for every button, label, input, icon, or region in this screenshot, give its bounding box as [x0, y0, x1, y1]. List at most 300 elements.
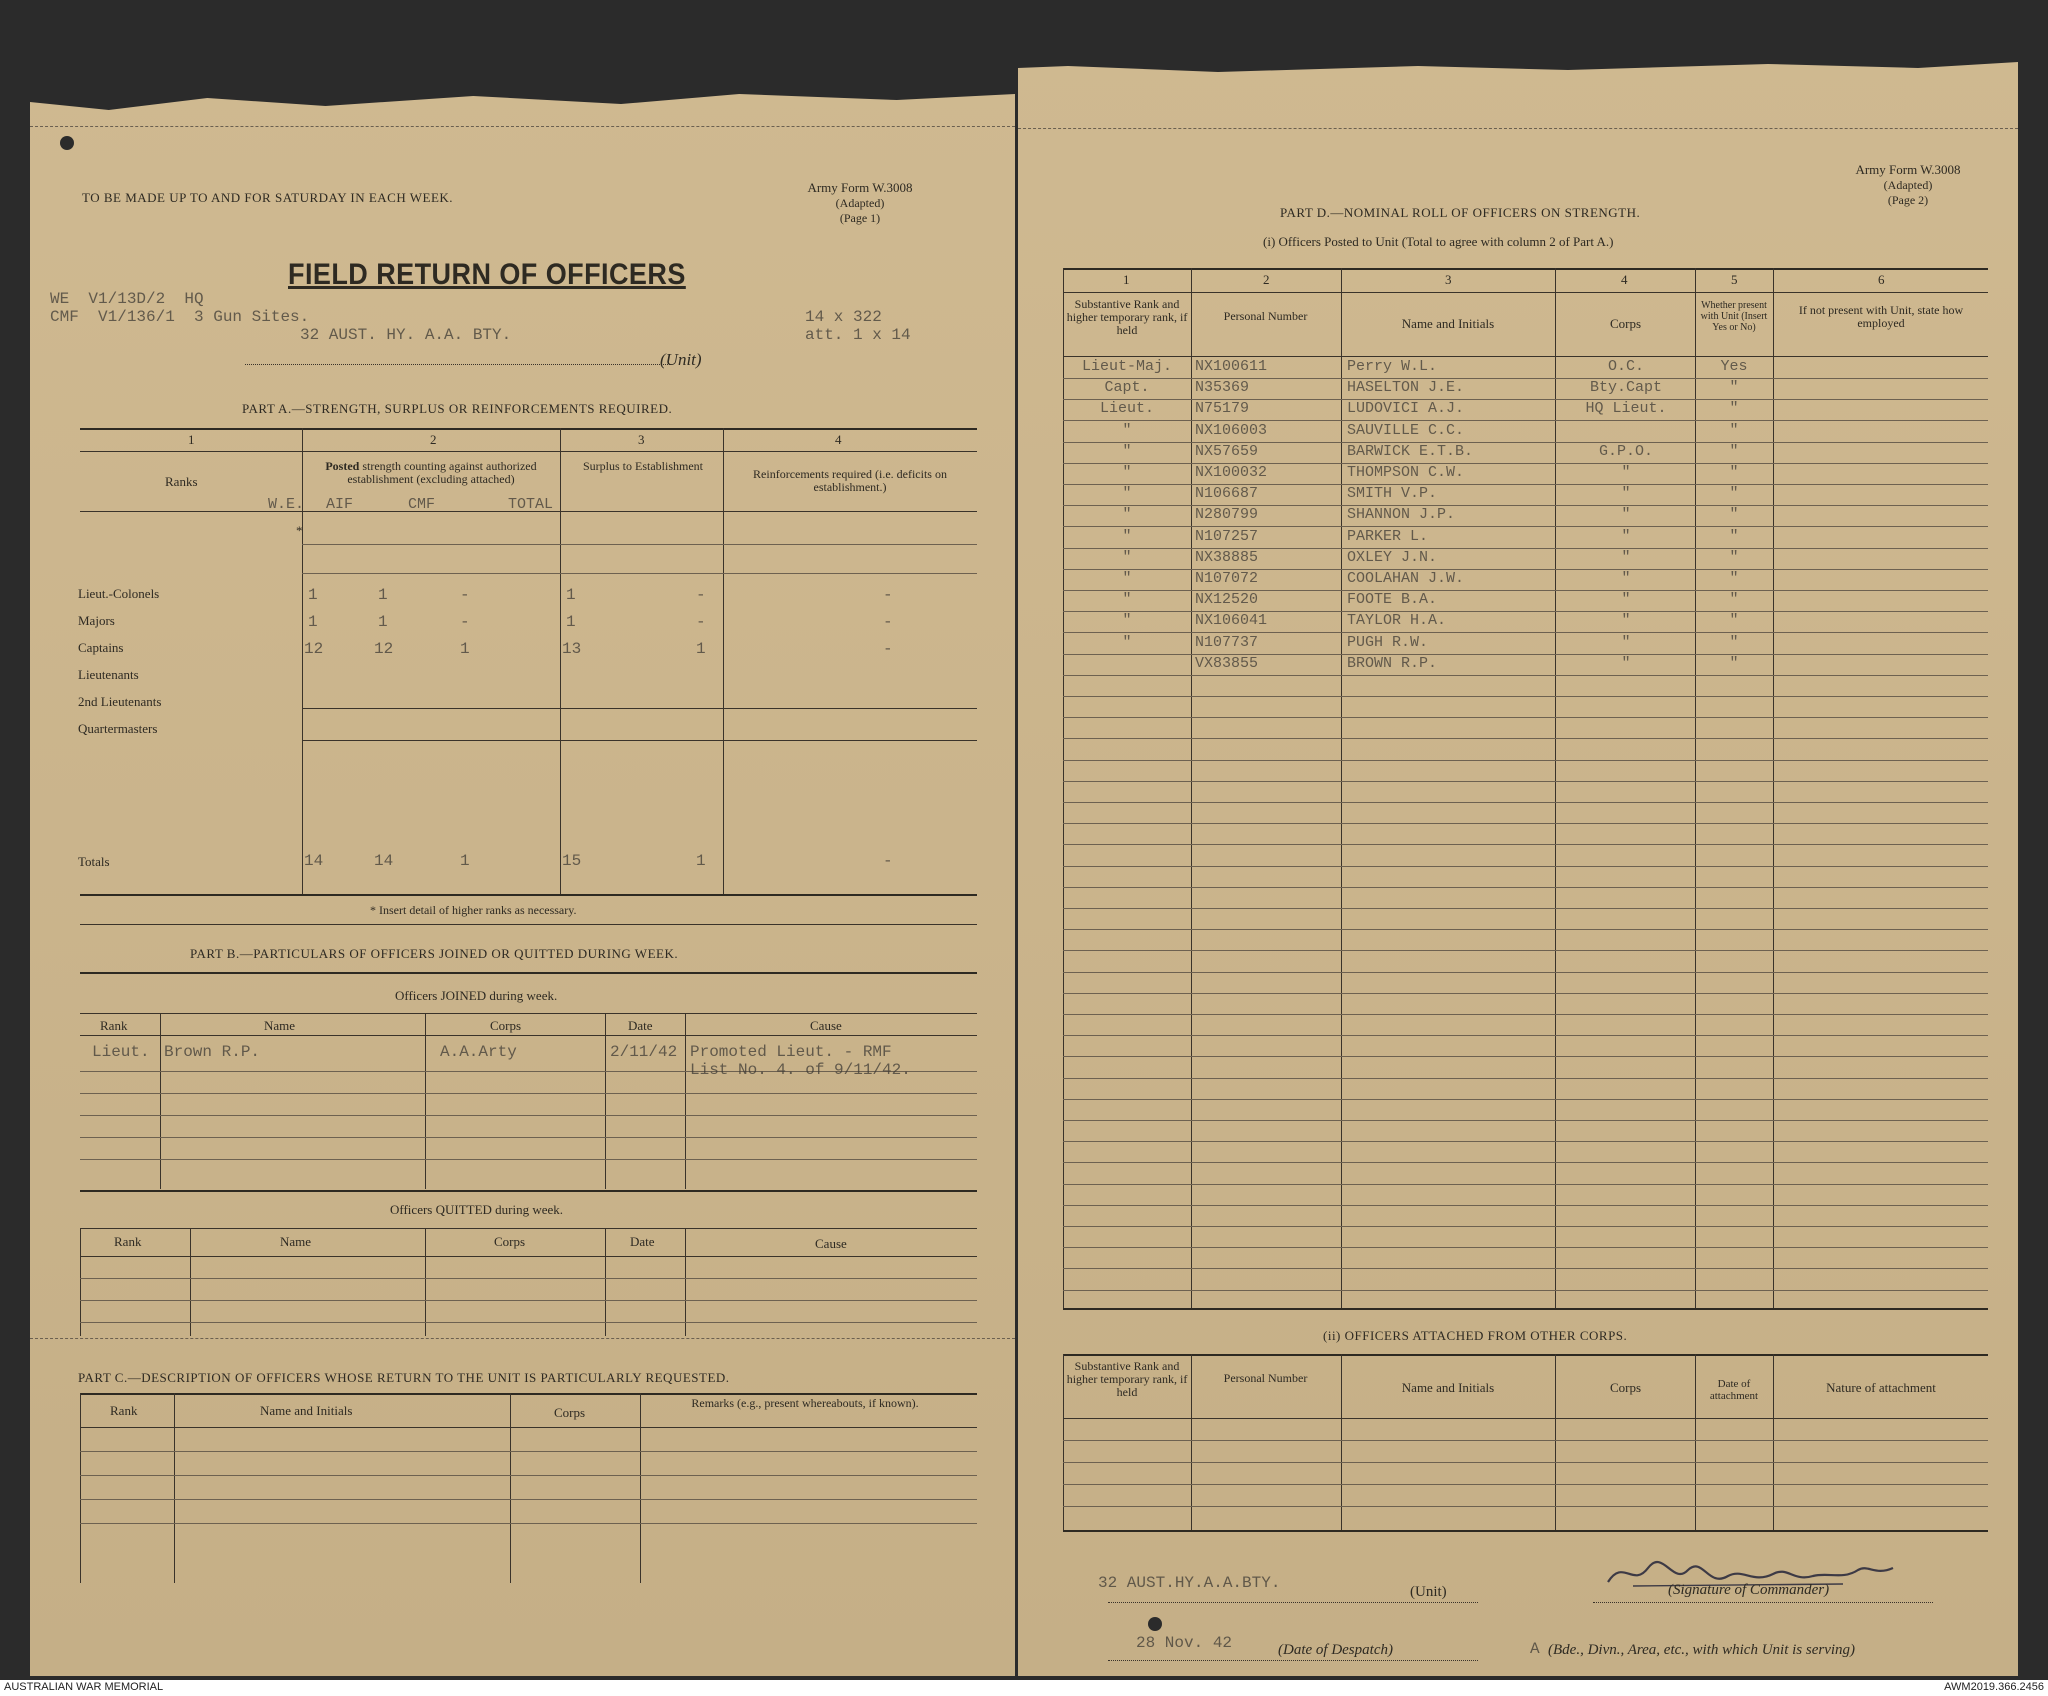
typed-area-prefix: A [1530, 1640, 1540, 1658]
joined-table [80, 1013, 977, 1189]
rule [1063, 887, 1988, 888]
rule [80, 1159, 977, 1160]
rule [1063, 972, 1988, 973]
joined-heading: Officers JOINED during week. [395, 988, 558, 1003]
col-posted [306, 460, 556, 486]
rank-row [78, 663, 977, 690]
rule [1063, 866, 1988, 867]
officer-rank: " [1122, 464, 1132, 481]
col-divider [1555, 1354, 1556, 1530]
col-cause: Cause [815, 1236, 847, 1251]
total-value: 13 [562, 640, 582, 658]
unit-dotted-line [245, 364, 670, 365]
totals-label: Totals [78, 854, 110, 869]
rule [1063, 929, 1988, 930]
col-personal-number: Personal Number [1223, 1371, 1308, 1385]
officer-corps: " [1621, 654, 1631, 672]
officer-name: PUGH R.W. [1347, 633, 1429, 651]
officer-name: TAYLOR H.A. [1347, 612, 1447, 630]
col-divider [1341, 1354, 1342, 1530]
col-divider [1191, 1354, 1192, 1530]
attached-table [1063, 1354, 1988, 1530]
archive-footer [0, 1680, 2048, 1696]
officer-num: N106687 [1195, 485, 1259, 503]
form-number: Army Form W.3008 [807, 180, 913, 195]
officer-present: " [1729, 591, 1739, 609]
col-divider [510, 1393, 511, 1583]
col-divider [425, 1013, 426, 1189]
rule [80, 428, 977, 430]
col-attachment-date: Date of attachment [1709, 1378, 1759, 1402]
col-number-3: 3 [1445, 272, 1452, 287]
col-number-5: 5 [1731, 272, 1738, 287]
part-c-heading: PART C.—DESCRIPTION OF OFFICERS WHOSE RETURN TO THE UNIT IS PARTICULARLY REQUESTED. [78, 1370, 730, 1385]
officer-rank: " [1122, 421, 1132, 439]
officer-present: Yes [1720, 358, 1748, 375]
rule [1063, 1099, 1988, 1100]
rank-row [78, 690, 977, 717]
col-divider [605, 1013, 606, 1189]
col-divider [190, 1228, 191, 1336]
rule [1063, 950, 1988, 951]
col-present: Whether present with Unit (Insert Yes or No) [1700, 300, 1768, 333]
rule [80, 972, 977, 974]
quitted-table [80, 1228, 977, 1336]
col-corps: Corps [1609, 316, 1642, 331]
officer-rank: " [1122, 527, 1132, 545]
typed-unit-line-1: WE V1/13D/2 HQ [50, 290, 204, 308]
col-number-6: 6 [1878, 272, 1885, 287]
col-number-3: 3 [638, 432, 645, 447]
col-rank: Rank [110, 1403, 138, 1418]
typed-unit-line-3: 32 AUST. HY. A.A. BTY. [300, 326, 512, 344]
officer-num: N75179 [1195, 400, 1250, 418]
officer-num: NX38885 [1195, 548, 1259, 566]
rule [80, 1190, 977, 1192]
rule [80, 1115, 977, 1116]
col-number-1: 1 [1123, 272, 1130, 287]
officer-rank: " [1122, 548, 1132, 566]
col-number-4: 4 [1621, 272, 1628, 287]
rule [80, 1256, 977, 1257]
page-title: FIELD RETURN OF OFFICERS [288, 258, 686, 291]
totals-we: 14 [304, 852, 324, 870]
typed-unit-line-2: CMF V1/136/1 3 Gun Sites. [50, 308, 310, 326]
officer-rank: " [1122, 633, 1132, 651]
rule [1063, 1035, 1988, 1036]
totals-surplus: 1 [696, 852, 706, 870]
col-corps: Corps [1609, 1380, 1642, 1395]
total-value: 1 [566, 613, 576, 631]
reinf-value: - [883, 640, 893, 658]
archive-reference: AWM2019.366.2456 [1944, 1681, 2044, 1693]
col-date: Date [628, 1018, 653, 1033]
rule [1063, 717, 1988, 718]
officer-present: " [1729, 527, 1739, 545]
officer-corps: " [1621, 612, 1631, 630]
rule [1063, 1162, 1988, 1163]
col-divider [1555, 268, 1556, 1308]
rule [1063, 823, 1988, 824]
form-adapted: (Adapted) [1883, 178, 1933, 192]
reinf-value: - [883, 586, 893, 604]
rule [1063, 993, 1988, 994]
rule [1063, 1290, 1988, 1291]
surplus-value: - [696, 613, 706, 631]
joined-name: Brown R.P. [164, 1043, 261, 1061]
rule [1063, 1120, 1988, 1121]
unit-dotted-line [1108, 1602, 1478, 1603]
officer-corps: " [1621, 506, 1631, 524]
torn-edge [1018, 60, 2018, 94]
rule [302, 708, 977, 709]
officer-num: VX83855 [1195, 654, 1259, 672]
officer-rank: " [1122, 506, 1132, 524]
rule [1063, 696, 1988, 697]
surplus-value: 1 [696, 640, 706, 658]
joined-cause-line-2: List No. 4. of 9/11/42. [690, 1061, 911, 1079]
officer-name: BARWICK E.T.B. [1347, 442, 1474, 460]
right-page [1018, 60, 2018, 1676]
col-personal-number: Personal Number [1223, 309, 1308, 323]
date-dotted-line [1108, 1660, 1478, 1661]
officer-rank: " [1122, 591, 1132, 609]
officer-name: OXLEY J.N. [1347, 548, 1438, 566]
officer-name: SAUVILLE C.C. [1347, 421, 1465, 439]
rule [1063, 1226, 1988, 1227]
part-b-heading: PART B.—PARTICULARS OF OFFICERS JOINED OR QUITTED DURING WEEK. [190, 946, 679, 961]
col-name-initials: Name and Initials [1401, 1380, 1495, 1395]
col-divider [80, 1228, 81, 1336]
rule [80, 1523, 977, 1524]
rule [1063, 1484, 1988, 1485]
form-page: (Page 1) [839, 211, 881, 225]
officer-corps: G.P.O. [1598, 442, 1653, 460]
col-name-initials: Name and Initials [1401, 316, 1495, 331]
officer-corps: Bty.Capt [1589, 379, 1662, 397]
sub-head-cmf: CMF [408, 496, 436, 513]
officer-corps: " [1621, 570, 1631, 587]
rule [80, 1499, 977, 1500]
rule [302, 573, 977, 574]
rule [1063, 1354, 1988, 1356]
officer-num: NX100611 [1195, 358, 1268, 375]
rule [302, 740, 977, 741]
col-posted-bold: Posted [325, 459, 360, 473]
typed-strength-2: att. 1 x 14 [805, 326, 911, 344]
col-divider [605, 1228, 606, 1336]
officer-num: NX100032 [1195, 464, 1268, 481]
rule [80, 451, 977, 452]
col-rank: Rank [114, 1234, 142, 1249]
rule [1063, 802, 1988, 803]
rule [1063, 1205, 1988, 1206]
rule [80, 1475, 977, 1476]
officer-corps: " [1621, 485, 1631, 503]
aif-value: 1 [378, 586, 388, 604]
totals-row [78, 846, 977, 876]
unit-label: (Unit) [1410, 1584, 1447, 1600]
officer-present: " [1729, 400, 1739, 418]
col-divider [1063, 1354, 1064, 1530]
form-id [760, 180, 960, 226]
sub-head-we: W.E. [268, 496, 305, 513]
officer-name: Perry W.L. [1347, 358, 1438, 375]
col-rank: Substantive Rank and higher temporary rank, if held [1066, 1359, 1188, 1399]
totals-aif: 14 [374, 852, 394, 870]
officer-num: N35369 [1195, 379, 1250, 397]
rule [1063, 1418, 1988, 1419]
fold-line [1018, 128, 2018, 129]
col-corps: Corps [494, 1234, 526, 1249]
joined-rank: Lieut. [92, 1043, 150, 1061]
rule [1063, 781, 1988, 782]
part-d-ii-heading: (ii) OFFICERS ATTACHED FROM OTHER CORPS. [1323, 1328, 1628, 1343]
rule [1063, 1141, 1988, 1142]
rank-label: Majors [78, 613, 115, 628]
col-divider [425, 1228, 426, 1336]
col-divider [1341, 268, 1342, 1308]
rank-label: Lieutenants [78, 667, 139, 682]
officer-corps: HQ Lieut. [1585, 400, 1667, 418]
signature-dotted-line [1593, 1602, 1933, 1603]
date-label: (Date of Despatch) [1278, 1642, 1393, 1658]
we-value: 12 [304, 640, 324, 658]
area-label: (Bde., Divn., Area, etc., with which Unit is serving) [1548, 1642, 1856, 1658]
officer-present: " [1729, 442, 1739, 460]
rank-row [78, 636, 977, 663]
officer-rank: " [1122, 570, 1132, 587]
aif-value: 1 [378, 613, 388, 631]
totals-cmf: 1 [460, 852, 470, 870]
total-value: 1 [566, 586, 576, 604]
col-cause: Cause [810, 1018, 842, 1033]
rule [302, 544, 977, 545]
col-divider [1773, 1354, 1774, 1530]
totals-reinf: - [883, 852, 893, 870]
rule [1063, 760, 1988, 761]
col-name: Name [280, 1234, 312, 1249]
col-rank: Rank [100, 1018, 128, 1033]
officer-present: " [1729, 506, 1739, 524]
rule [1063, 1308, 1988, 1310]
officer-name: COOLAHAN J.W. [1347, 570, 1465, 587]
col-divider [1773, 268, 1774, 1308]
joined-corps: A.A.Arty [440, 1043, 517, 1061]
signature-label: (Signature of Commander) [1668, 1582, 1830, 1598]
rule [80, 894, 977, 896]
officers-roll-table [1063, 268, 1988, 1308]
col-reinforcements: Reinforcements required (i.e. deficits on establishment.) [753, 467, 947, 494]
part-a-heading: PART A.—STRENGTH, SURPLUS OR REINFORCEMENTS REQUIRED. [242, 401, 673, 416]
col-divider [640, 1393, 641, 1583]
rule [1063, 268, 1988, 270]
col-divider [1695, 268, 1696, 1308]
rule [1063, 1078, 1988, 1079]
rule [1063, 356, 1988, 357]
officer-present: " [1729, 464, 1739, 481]
cmf-value: - [460, 586, 470, 604]
col-number-2: 2 [1263, 272, 1270, 287]
rule [1063, 292, 1988, 293]
officer-num: NX57659 [1195, 442, 1259, 460]
unit-label: (Unit) [660, 350, 702, 369]
reinf-value: - [883, 613, 893, 631]
rule [1063, 1056, 1988, 1057]
rule [1063, 1440, 1988, 1441]
officer-num: NX106003 [1195, 421, 1268, 439]
officer-corps: " [1621, 591, 1631, 609]
rank-label: Captains [78, 640, 124, 655]
officer-present: " [1729, 421, 1739, 439]
form-page: (Page 2) [1887, 193, 1929, 207]
ranks-table [78, 582, 977, 744]
rank-label: Quartermasters [78, 721, 158, 736]
officer-rank: " [1122, 485, 1132, 503]
col-name: Name [264, 1018, 296, 1033]
officer-num: N107737 [1195, 633, 1259, 651]
typed-unit: 32 AUST.HY.A.A.BTY. [1098, 1574, 1281, 1592]
officer-corps: " [1621, 633, 1631, 651]
rule [1063, 1184, 1988, 1185]
part-c-table [80, 1393, 977, 1583]
officer-rank: " [1122, 612, 1132, 630]
officer-num: N107257 [1195, 527, 1259, 545]
officer-present: " [1729, 633, 1739, 651]
form-number: Army Form W.3008 [1855, 162, 1961, 177]
rule [80, 1322, 977, 1323]
officer-present: " [1729, 612, 1739, 630]
officer-name: PARKER L. [1347, 527, 1429, 545]
officer-rank: Lieut-Maj. [1081, 358, 1172, 375]
col-attachment-nature: Nature of attachment [1826, 1380, 1936, 1395]
rank-label: Lieut.-Colonels [78, 586, 160, 601]
col-corps: Corps [490, 1018, 522, 1033]
left-page [30, 88, 1015, 1676]
col-date: Date [630, 1234, 655, 1249]
officer-num: N280799 [1195, 506, 1259, 524]
rule [1063, 1247, 1988, 1248]
rank-label: 2nd Lieutenants [78, 694, 162, 709]
totals-total: 15 [562, 852, 582, 870]
cmf-value: - [460, 613, 470, 631]
we-value: 1 [308, 613, 318, 631]
rank-row [78, 609, 977, 636]
rank-row [78, 582, 977, 609]
aif-value: 12 [374, 640, 394, 658]
rule [1063, 675, 1988, 676]
officer-present: " [1729, 548, 1739, 566]
officer-num: N107072 [1195, 570, 1259, 587]
officer-corps: O.C. [1607, 358, 1644, 375]
officer-name: LUDOVICI A.J. [1347, 400, 1465, 418]
rule [1063, 1014, 1988, 1015]
rule [1063, 738, 1988, 739]
fold-line [30, 1338, 1015, 1339]
col-ranks: Ranks [165, 474, 198, 489]
col-remarks: Remarks (e.g., present whereabouts, if known). [691, 1396, 919, 1410]
col-divider [174, 1393, 175, 1583]
officer-num: NX106041 [1195, 612, 1268, 630]
officer-name: SMITH V.P. [1347, 485, 1438, 503]
officer-name: BROWN R.P. [1347, 654, 1438, 672]
officer-present: " [1729, 570, 1739, 587]
punch-hole [1148, 1617, 1162, 1631]
rule [80, 1451, 977, 1452]
col-divider [1695, 1354, 1696, 1530]
sub-head-total: TOTAL [508, 496, 554, 513]
typed-strength-1: 14 x 322 [805, 308, 882, 326]
rule [80, 1427, 977, 1428]
part-d-subheading: (i) Officers Posted to Unit (Total to agree with column 2 of Part A.) [1263, 234, 1614, 249]
officer-corps: " [1621, 548, 1631, 566]
typed-date: 28 Nov. 42 [1136, 1634, 1233, 1652]
col-divider [160, 1013, 161, 1189]
officer-name: HASELTON J.E. [1347, 379, 1465, 397]
fold-line [30, 126, 1015, 127]
rule [80, 1137, 977, 1138]
rule [1063, 1506, 1988, 1507]
officer-present: " [1729, 654, 1739, 672]
col-surplus: Surplus to Establishment [583, 459, 703, 473]
footnote: * Insert detail of higher ranks as necessary. [370, 903, 577, 917]
torn-edge [30, 88, 1015, 122]
officer-name: SHANNON J.P. [1347, 506, 1456, 524]
punch-hole [60, 136, 74, 150]
surplus-value: - [696, 586, 706, 604]
rule [80, 1035, 977, 1036]
form-id [1808, 162, 2008, 208]
col-divider [80, 1393, 81, 1583]
joined-cause: Promoted Lieut. - RMF [690, 1043, 892, 1061]
quitted-heading: Officers QUITTED during week. [390, 1202, 564, 1217]
col-name-initials: Name and Initials [260, 1403, 353, 1418]
officer-name: THOMPSON C.W. [1347, 464, 1465, 481]
col-number-2: 2 [430, 432, 437, 447]
rule [1063, 1268, 1988, 1269]
archive-name: AUSTRALIAN WAR MEMORIAL [4, 1681, 164, 1693]
col-posted-rest: strength counting against authorized establishment (excluding attached) [347, 459, 537, 486]
rule [1063, 908, 1988, 909]
officer-present: " [1729, 485, 1739, 503]
rule [80, 1278, 977, 1279]
col-rank: Substantive Rank and higher temporary rank, if held [1066, 297, 1188, 337]
col-divider [685, 1013, 686, 1189]
rule [1063, 1530, 1988, 1532]
asterisk-mark: * [296, 523, 303, 538]
rule [80, 924, 977, 925]
col-employment: If not present with Unit, state how employed [1798, 303, 1964, 330]
sub-head-aif: AIF [326, 496, 354, 513]
col-divider [1063, 268, 1064, 1308]
officer-rank: " [1122, 442, 1132, 460]
form-adapted: (Adapted) [835, 196, 885, 210]
officer-rank: Lieut. [1099, 400, 1154, 418]
rule [80, 1300, 977, 1301]
col-corps: Corps [554, 1405, 586, 1420]
officer-rank: Capt. [1104, 379, 1150, 397]
cmf-value: 1 [460, 640, 470, 658]
rule [1063, 1462, 1988, 1463]
officer-corps: " [1621, 464, 1631, 481]
part-d-heading: PART D.—NOMINAL ROLL OF OFFICERS ON STRENGTH. [1280, 205, 1641, 220]
col-number-1: 1 [188, 432, 195, 447]
officer-name: FOOTE B.A. [1347, 591, 1438, 609]
we-value: 1 [308, 586, 318, 604]
col-divider [1191, 268, 1192, 1308]
officer-present: " [1729, 379, 1739, 397]
officer-num: NX12520 [1195, 591, 1259, 609]
